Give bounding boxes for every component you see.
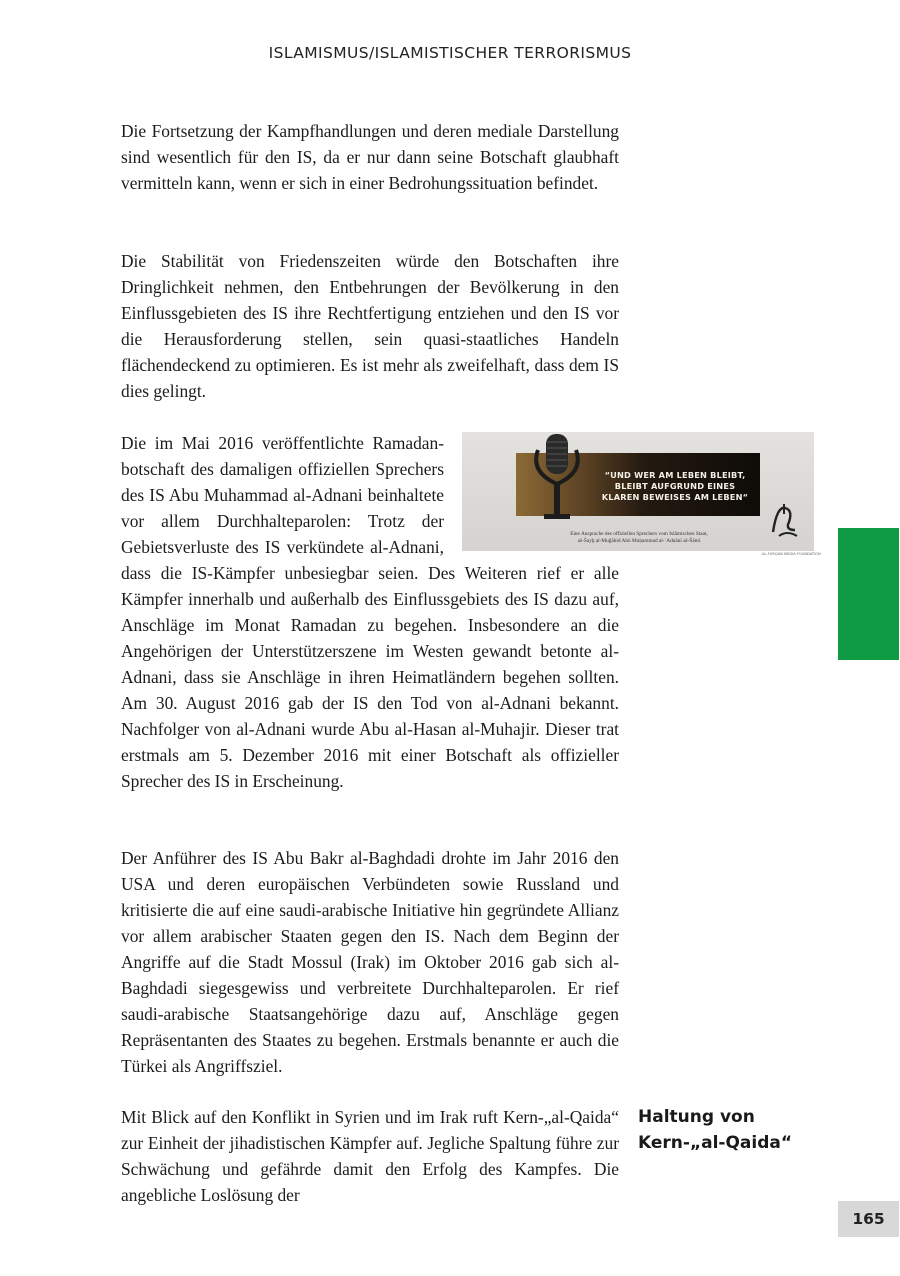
- caption-line: aš-Šayḫ al-Muǧāhid Abū Muḥammad al-ʿAdnānī aš-Šāmī: [577, 538, 701, 544]
- section-tab: [838, 528, 899, 660]
- quote-line: KLAREN BEWEISES AM LEBEN“: [601, 492, 749, 502]
- caption-line: Eine Ansprache des offiziellen Sprechers vom Islāmischen Staat,: [570, 531, 708, 537]
- body-column-1: [121, 118, 619, 196]
- margin-heading: [638, 1104, 792, 1156]
- paragraph-4: Der Anführer des IS Abu Bakr al-Baghdadi drohte im Jahr 2016 den USA und deren europäischen Verbündeten sowie Russland und kritisierte die auf eine saudi-arabische Initiative hin gegründete Allianz vor allem arabischer Staaten gegen den IS. Nach dem Beginn der Angriffe auf die Stadt Mossul (Irak) im Oktober 2016 gab sich al-Baghdadi siegesgewiss und verbreitete Durchhalteparolen. Er rief saudi-arabische Staatsangehörige dazu auf, Anschläge gegen Repräsentanten des Staates zu begehen. Erstmals benannte er auch die Türkei als Angriffsziel.: [121, 848, 619, 1076]
- quote-line: “UND WER AM LEBEN BLEIBT,: [604, 470, 746, 480]
- paragraph-5: Mit Blick auf den Konflikt in Syrien und im Irak ruft Kern-„al-Qaida“ zur Einheit der jihadistischen Kämpfer auf. Jegliche Spaltung führe zur Schwächung und gefährde damit den Erfolg des Kampfes. Die angebliche Loslösung der: [121, 1107, 619, 1205]
- propaganda-image: [462, 432, 821, 556]
- image-quote: [592, 470, 758, 503]
- margin-heading-line-2: Kern-„al-Qaida“: [638, 1133, 793, 1153]
- body-column-5: [121, 1104, 619, 1208]
- body-column-2: [121, 248, 619, 404]
- page-number: 165: [838, 1201, 899, 1237]
- quote-line: BLEIBT AUFGRUND EINES: [614, 481, 736, 491]
- logo-caption: AL-FURQAN MEDIA FOUNDATION: [762, 552, 821, 556]
- body-column-4: [121, 845, 619, 1079]
- running-head: ISLAMISMUS/ISLAMISTISCHER TERRORISMUS: [268, 44, 632, 62]
- paragraph-3: Die im Mai 2016 veröffentlichte Ramadanbotschaft des damaligen offiziellen Sprechers des IS Abu Muhammad al-Adnani beinhaltete vor allem Durchhalteparolen: Trotz der Gebietsverluste des IS verkündete al-Adnani, dass die IS-Kämpfer unbesiegbar seien. Des Weiteren rief er alle Kämpfer innerhalb und außerhalb des Einflussgebiets des IS dazu auf, Anschläge im Monat Ramadan zu begehen. Insbesondere an die Angehörigen der Unterstützerszene im Westen gewandt betonte al-Adnani, dass sie Anschläge in ihren Heimatländern begehen sollten. Am 30. August 2016 gab der IS den Tod von al-Adnani bekannt. Nachfolger von al-Adnani wurde Abu al-Hasan al-Muhajir. Dieser trat erstmals am 5. Dezember 2016 mit einer Botschaft als offizieller Sprecher des IS in Erscheinung.: [121, 433, 619, 791]
- microphone-icon: [526, 432, 590, 524]
- paragraph-2: Die Stabilität von Friedenszeiten würde den Botschaften ihre Dringlichkeit nehmen, den Entbehrungen der Bevölkerung in den Einflussgebieten des IS ihre Rechtfertigung entziehen und den IS vor die Herausforderung stellen, sein quasi-staatliches Handeln flächendeckend zu optimieren. Es ist mehr als zweifelhaft, dass dem IS dies gelingt.: [121, 251, 619, 401]
- paragraph-1: Die Fortsetzung der Kampfhandlungen und deren mediale Darstellung sind wesentlich für den IS, da er nur dann seine Botschaft glaubhaft vermitteln kann, wenn er sich in einer Bedrohungssituation befindet.: [121, 121, 619, 193]
- margin-heading-line-1: Haltung von: [638, 1107, 755, 1127]
- body-column-3: [121, 430, 821, 794]
- calligraphy-logo-icon: [767, 500, 803, 540]
- image-caption: [520, 531, 758, 545]
